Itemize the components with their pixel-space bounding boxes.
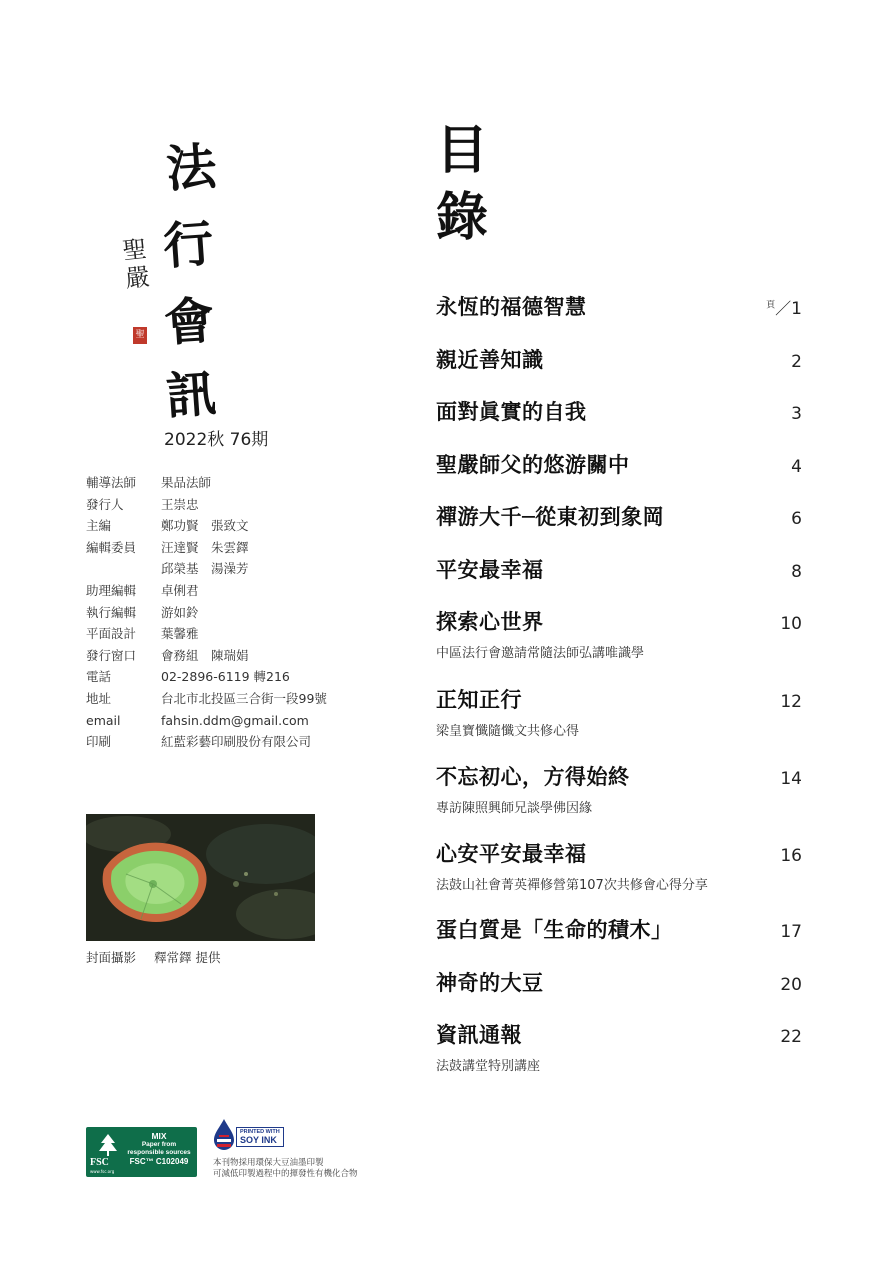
toc-entry[interactable] [436, 554, 806, 584]
toc-entry-title: 親近善知識 [436, 347, 544, 372]
credit-role: 電話 [86, 669, 112, 685]
toc-entry[interactable] [436, 967, 806, 997]
toc-title-line1: 目 [436, 120, 489, 181]
fsc-paper-line2: responsible sources [127, 1148, 191, 1156]
toc-entry-page [752, 404, 802, 424]
credit-name: fahsin.ddm@gmail.com [161, 712, 309, 728]
credit-role: 主編 [86, 518, 112, 534]
toc-page-number: 6 [791, 509, 802, 529]
toc-entry-row [436, 914, 806, 944]
credit-role: 發行窗口 [86, 647, 137, 663]
soy-drop-icon [212, 1117, 236, 1151]
credit-name: 葉馨雅 [161, 626, 199, 642]
credit-row [86, 537, 327, 559]
cover-caption-credit: 釋常鐸 提供 [154, 950, 221, 965]
toc-entry-subtitle: 專訪陳照興師兄談學佛因緣 [436, 801, 593, 816]
toc-entry-row [436, 967, 806, 997]
toc-entry-page [752, 562, 802, 582]
toc-entry-title: 資訊通報 [436, 1022, 522, 1047]
credit-name: 果品法師 [161, 475, 212, 490]
credit-name: 王崇忠 [161, 496, 199, 512]
credit-row [86, 688, 327, 710]
toc-entry-subtitle: 梁皇寶懺隨懺文共修心得 [436, 724, 580, 739]
toc-page-number: 22 [780, 1027, 802, 1047]
toc-entry-row [436, 501, 806, 531]
calligrapher-signature: 聖嚴 [121, 234, 151, 294]
credit-row [86, 666, 327, 688]
toc-title-line2: 錄 [436, 187, 489, 248]
soy-ink-logo [212, 1117, 302, 1151]
toc-entry-page [752, 509, 802, 529]
page-slash: ／ [775, 299, 792, 318]
credit-name: 台北市北投區三合街一段99號 [161, 690, 327, 706]
toc-entry-subtitle: 法鼓講堂特別講座 [436, 1059, 541, 1074]
credit-name: 汪達賢 朱雲鐸 [161, 539, 249, 555]
credit-row [86, 472, 327, 494]
toc-entry[interactable] [436, 396, 806, 426]
toc-entry-page [752, 457, 802, 477]
cover-photo [86, 814, 315, 941]
toc-entry-subtitle: 中區法行會邀請常隨法師弘講唯識學 [436, 646, 645, 661]
credit-name: 邱榮基 湯澡芳 [161, 561, 249, 577]
toc-entry-row [436, 838, 806, 868]
toc-entry-title: 聖嚴師父的悠游關中 [436, 452, 630, 477]
soy-note-line2: 可減低印製過程中的揮發性有機化合物 [213, 1169, 358, 1179]
credit-role: 執行編輯 [86, 604, 137, 620]
toc-entry[interactable] [436, 344, 806, 374]
issue-label: 2022秋 76期 [164, 430, 269, 450]
credit-name: 鄭功賢 張致文 [161, 518, 249, 534]
soy-ink-badge [236, 1127, 284, 1147]
toc-entry-row [436, 449, 806, 479]
credit-row [86, 602, 327, 624]
toc-entry-row [436, 1019, 806, 1049]
toc-entry-page [752, 769, 802, 789]
toc-page-number: 1 [791, 299, 802, 319]
credit-row [86, 645, 327, 667]
credit-name: 紅藍彩藝印刷股份有限公司 [161, 734, 312, 750]
toc-entry[interactable] [436, 761, 806, 816]
toc-page-number: 16 [780, 846, 802, 866]
toc-entry-title: 神奇的大豆 [436, 970, 544, 995]
credit-row [86, 580, 327, 602]
toc-entry-title: 心安平安最幸福 [436, 841, 587, 866]
credit-name: 會務組 陳瑞娟 [161, 647, 249, 663]
toc-entry-row [436, 396, 806, 426]
toc-entry-title: 正知正行 [436, 687, 522, 712]
masthead-char-3: 會 [162, 290, 217, 353]
cover-caption [86, 948, 220, 966]
credit-role: email [86, 712, 121, 728]
toc-page-number: 2 [791, 352, 802, 372]
credit-name: 游如鈴 [161, 604, 199, 620]
credit-row [86, 494, 327, 516]
credit-role: 平面設計 [86, 626, 137, 642]
toc-entry-row [436, 606, 806, 636]
toc-entry-page [752, 975, 802, 995]
toc-entry-row [436, 291, 806, 321]
masthead-char-1: 法 [164, 136, 219, 199]
credit-row [86, 710, 327, 732]
toc-entry-subtitle: 法鼓山社會菁英禪修營第107次共修會心得分享 [436, 878, 708, 893]
soy-note-line1: 本刊物採用環保大豆油墨印製 [213, 1158, 324, 1168]
credit-role: 助理編輯 [86, 582, 137, 598]
toc-entry[interactable] [436, 838, 806, 893]
toc-entry-row [436, 684, 806, 714]
toc-entry[interactable] [436, 291, 806, 321]
toc-entry-page [752, 1027, 802, 1047]
fsc-code: FSC™ C102049 [129, 1157, 189, 1166]
credit-row [86, 515, 327, 537]
cover-caption-label: 封面攝影 [86, 950, 137, 965]
fsc-mix: MIX [151, 1131, 167, 1141]
toc-entry-row [436, 554, 806, 584]
credit-role: 發行人 [86, 496, 124, 512]
toc-entry-page [752, 296, 802, 319]
credit-role: 地址 [86, 690, 112, 706]
credit-row [86, 731, 327, 753]
toc-entry-page [752, 692, 802, 712]
toc-entry[interactable] [436, 914, 806, 944]
credit-row [86, 623, 327, 645]
toc-page-number: 20 [780, 975, 802, 995]
toc-page-number: 8 [791, 562, 802, 582]
toc-entry-title: 禪游大千─從東初到象岡 [436, 504, 665, 529]
toc-title [436, 117, 488, 251]
masthead-char-2: 行 [161, 213, 216, 276]
toc-page-number: 10 [780, 614, 802, 634]
toc-entry-page [752, 614, 802, 634]
credit-name: 卓俐君 [161, 582, 199, 598]
toc-entry-row [436, 761, 806, 791]
toc-entry-page [752, 352, 802, 372]
staff-credits [86, 472, 327, 753]
toc-entry[interactable] [436, 501, 806, 531]
toc-page-number: 17 [780, 922, 802, 942]
seal-stamp: 聖 [133, 327, 147, 344]
toc-entry-title: 平安最幸福 [436, 557, 544, 582]
masthead-char-4: 訊 [164, 363, 219, 426]
soy-ink-note [213, 1158, 358, 1180]
toc-page-number: 4 [791, 457, 802, 477]
toc-entry-title: 面對眞實的自我 [436, 399, 587, 424]
soy-ink-text: SOY INK [240, 1135, 277, 1145]
toc-entry-title: 探索心世界 [436, 609, 544, 634]
toc-page-number: 12 [780, 692, 802, 712]
toc-page-number: 14 [780, 769, 802, 789]
credit-role: 編輯委員 [86, 539, 137, 555]
credit-name: 02-2896-6119 轉216 [161, 669, 290, 685]
credit-role: 輔導法師 [86, 475, 137, 490]
credit-row [86, 558, 327, 580]
toc-entry-title: 不忘初心，方得始終 [436, 764, 630, 789]
credit-role: 印刷 [86, 734, 112, 750]
toc-entry-title: 蛋白質是「生命的積木」 [436, 917, 673, 942]
fsc-org: www.fsc.org [90, 1169, 115, 1174]
toc-entry[interactable] [436, 684, 806, 739]
toc-page-number: 3 [791, 404, 802, 424]
fsc-logo [86, 1127, 197, 1177]
toc-entry-row [436, 344, 806, 374]
toc-entry-page [752, 846, 802, 866]
toc-entry-title: 永恆的福德智慧 [436, 294, 587, 319]
soy-printed-text: PRINTED WITH [240, 1129, 280, 1135]
toc-entry-page [752, 922, 802, 942]
toc-entry[interactable] [436, 606, 806, 661]
fsc-paper-line1: Paper from [141, 1141, 177, 1148]
page-word-label: 頁 [766, 300, 776, 311]
toc-entry[interactable] [436, 1019, 806, 1074]
toc-entry[interactable] [436, 449, 806, 479]
lotus-leaf-image [86, 814, 315, 941]
fsc-label: FSC [90, 1157, 109, 1168]
